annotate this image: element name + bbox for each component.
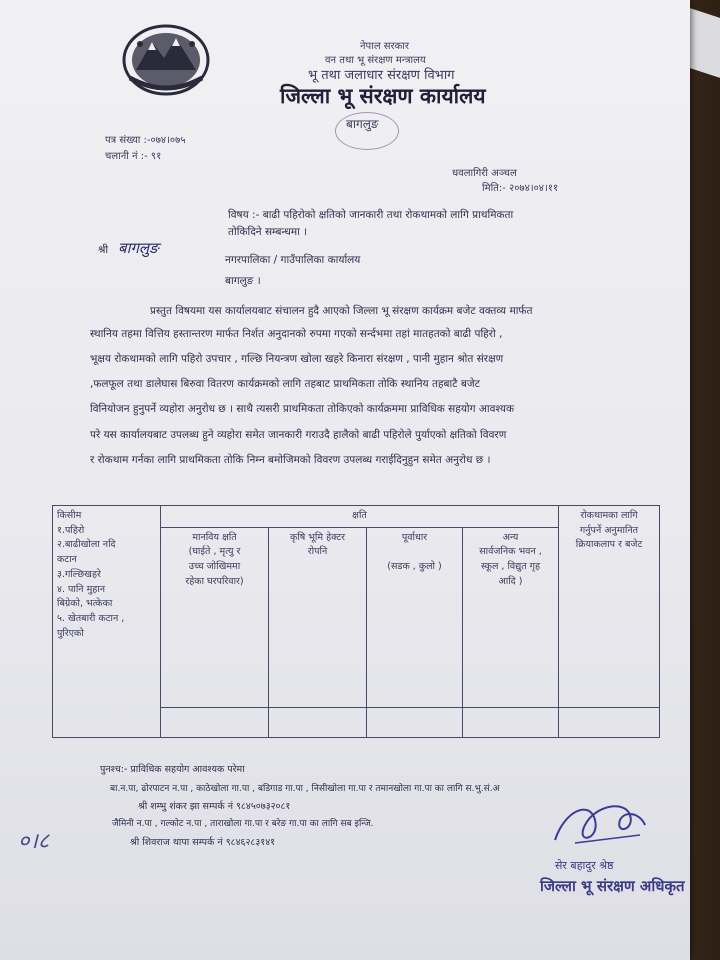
subject-line-2: तोकिदिने सम्बन्धमा । [228, 226, 308, 238]
table-other-header: अन्य सार्वजनिक भवन , स्कूल , विद्युत गृह आदि ) [463, 527, 559, 707]
table-prevention-header: रोकथामका लागि गर्नुपर्ने अनुमानित क्रियाकलाप र बजेट [559, 506, 660, 708]
patra-sankhya: पत्र संख्या :-०७४।०७५ [105, 135, 186, 146]
table-human-loss-header: मानविय क्षति (घाईते , मृत्यु र उच्च जोखिममा रहेका घरपरिवार) [161, 527, 269, 707]
letter-date: मिति:- २०७४।०४।११ [482, 183, 559, 194]
table-cell [269, 707, 367, 737]
signature-scribble [545, 795, 655, 855]
footer-line: बा.न.पा, ढोरपाटन न.पा , काठेखोला गा.पा , बडिगाड गा.पा , निसीखोला गा.पा र तमानखोला गा.पा का लागि स.भु.सं.अ [110, 784, 500, 794]
body-line: विनियोजन हुनुपर्ने व्यहोरा अनुरोध छ । साथै त्यसरी प्राथमिकता तोकिएको कार्यक्रममा प्राविधिक सहयोग आवश्यक [90, 403, 515, 415]
signatory-title: जिल्ला भू संरक्षण अधिकृत [540, 877, 685, 895]
office-stamp [335, 112, 399, 150]
recipient-handwritten: बागलुङ [118, 239, 159, 257]
body-line: र रोकथाम गर्नका लागि प्राथमिकता तोकि निम्न बमोजिमको विवरण उपलब्ध गराईदिनुहुन समेत अनुरोध छ । [90, 454, 491, 466]
recipient-line-1: नगरपालिका / गाउँपालिका कार्यालय [225, 254, 361, 266]
footer-line: श्री शम्भु शंकर झा सम्पर्क नं ९८४५०७३२०८१ [138, 801, 291, 812]
nepal-emblem-icon [120, 20, 212, 98]
table-cell [161, 707, 269, 737]
signatory-name: सेर बहादुर श्रेष्ठ [555, 859, 614, 872]
recipient-line-2: बागलुङ । [225, 275, 261, 287]
footer-line: श्री शिवराज थापा सम्पर्क नं ९८४६२८३१४१ [130, 837, 276, 848]
body-line: ,फलफूल तथा डालेघास बिरुवा वितरण कार्यक्रमको लागि तहबाट प्राथमिकता तोकि स्थानिय तहबाटै बजेट [90, 378, 480, 390]
table-agri-land-header: कृषि भूमि हेक्टर रोपनि [269, 527, 367, 707]
table-type-column: किसीम १.पहिरो २.बाढीखोला नदि कटान ३.गल्छिखहरे ४. पानि मुहान बिग्रेको, भत्केका ५. खेतबारी कटान , पुरिएको [53, 506, 161, 738]
body-line: भूक्षय रोकथामको लागि पहिरो उपचार , गल्छि नियन्त्रण खोला खहरे किनारा संरक्षण , पानी मुहान श्रोत संरक्षण [90, 353, 504, 365]
body-line: स्थानिय तहमा वित्तिय हस्तान्तरण मार्फत निर्शत अनुदानको रुपमा गएको सर्न्दभमा तहां मातहतको बाढी पहिरो , [90, 328, 503, 340]
table-damage-header: क्षति [161, 506, 559, 528]
chalani-number: चलानी नं :- ९१ [105, 151, 162, 162]
body-line: प्रस्तुत विषयमा यस कार्यालयबाट संचालन हुदै आएको जिल्ला भू संरक्षण कार्यक्रम बजेट वक्तव्य मार्फत [150, 305, 533, 317]
margin-handwritten-note: ०।८ [18, 829, 50, 854]
table-cell [463, 707, 559, 737]
header-department: भू तथा जलाधार संरक्षण विभाग [308, 68, 455, 83]
table-cell [559, 707, 660, 737]
table-cell [367, 707, 463, 737]
zone-label: धवलागिरी अञ्चल [452, 168, 517, 179]
body-line: परे यस कार्यालयबाट उपलब्ध हुने व्यहोरा समेत जानकारी गराउदै हालैको बाढी पहिरोले पुर्याएको क्षतिको विवरण [90, 429, 507, 441]
header-govt: नेपाल सरकार [360, 41, 409, 52]
footer-line: जैमिनी न.पा , गल्कोट न.पा , ताराखोला गा.पा र बरेङ गा.पा का लागि सब इन्जि. [112, 819, 374, 829]
header-office: जिल्ला भू संरक्षण कार्यालय [280, 84, 486, 108]
damage-table [52, 505, 660, 738]
table-infrastructure-header: पूर्वाधार (सडक , कुलो ) [367, 527, 463, 707]
footer-line: पुनश्च:- प्राविधिक सहयोग आवश्यक परेमा [100, 764, 245, 775]
header-ministry: वन तथा भू संरक्षण मन्त्रालय [325, 55, 426, 66]
subject-line-1: विषय :- बाढी पहिरोको क्षतिको जानकारी तथा रोकथामको लागि प्राथमिकता [228, 209, 514, 221]
header-district: बागलुङ [346, 117, 379, 131]
recipient-shri: श्री [98, 244, 109, 256]
